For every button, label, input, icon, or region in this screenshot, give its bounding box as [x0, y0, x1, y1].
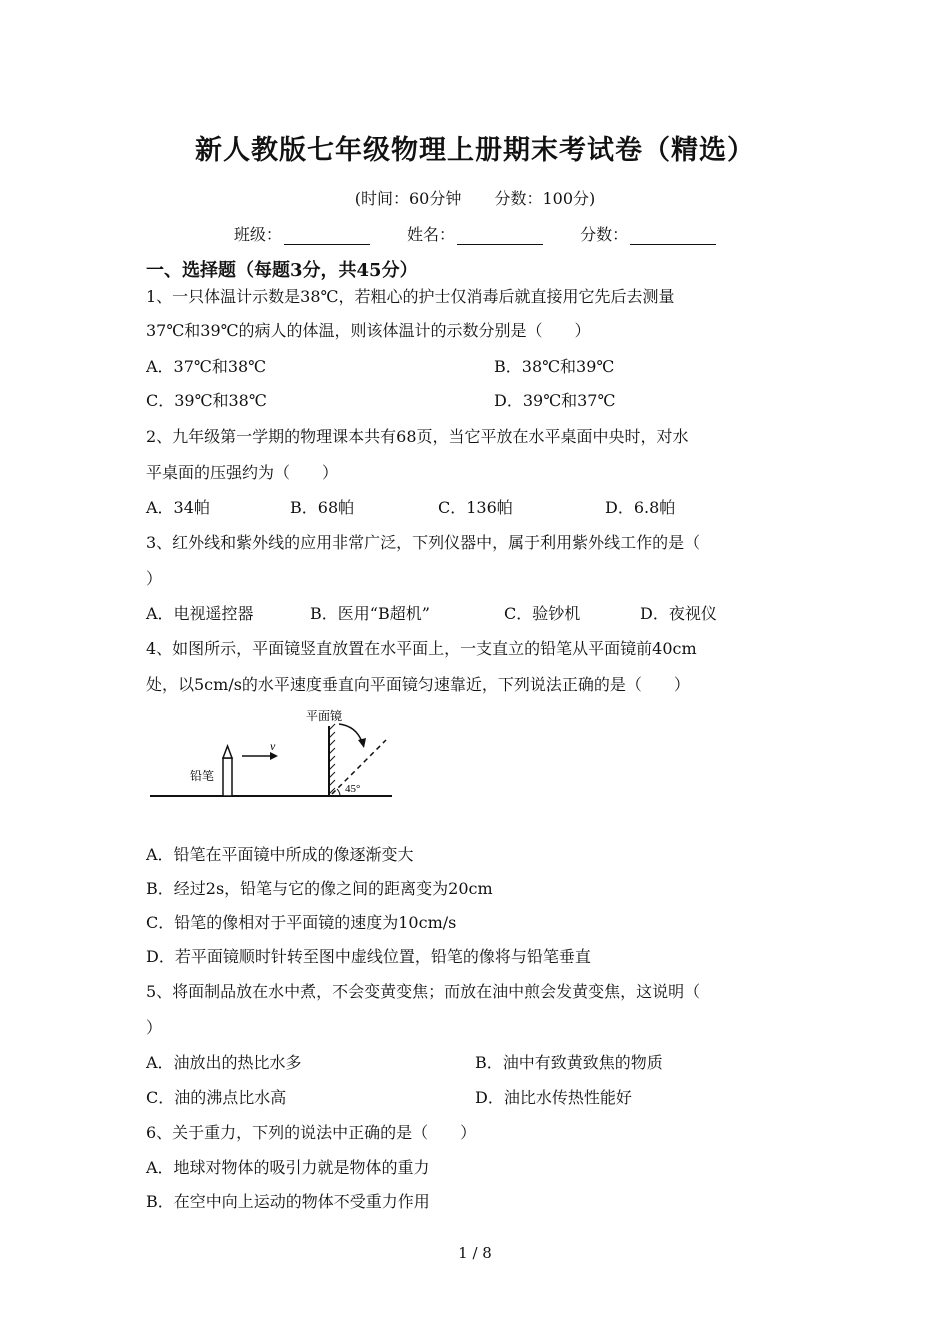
mirror-pencil-figure	[146, 702, 396, 806]
q5-option-b: B．油中有致黄致焦的物质	[475, 1053, 663, 1072]
time-info: (时间：60分钟	[354, 189, 462, 208]
page-title: 新人教版七年级物理上册期末考试卷（精选）	[195, 135, 755, 166]
page-number: 1 / 8	[458, 1244, 492, 1262]
q6-option-b: B．在空中向上运动的物体不受重力作用	[146, 1192, 430, 1211]
q4-option-a: A．铅笔在平面镜中所成的像逐渐变大	[146, 845, 414, 864]
q4-stem-line2: 处，以5cm/s的水平速度垂直向平面镜匀速靠近，下列说法正确的是（ ）	[146, 675, 690, 694]
student-info-line	[0, 222, 950, 245]
q2-option-b: B．68帕	[290, 498, 355, 517]
pencil-icon	[223, 746, 232, 796]
q1-option-c: C．39℃和38℃	[146, 391, 267, 410]
q5-option-a: A．油放出的热比水多	[146, 1053, 302, 1072]
pencil-label: 铅笔	[190, 769, 215, 783]
q6-stem-line1: 6、关于重力，下列的说法中正确的是（ ）	[146, 1123, 477, 1142]
q3-option-b: B．医用“B超机”	[310, 604, 430, 623]
mirror-icon	[329, 724, 335, 796]
q4-option-c: C．铅笔的像相对于平面镜的速度为10cm/s	[146, 913, 457, 932]
angle-arc	[337, 789, 340, 796]
section-heading: 一、选择题（每题3分，共45分）	[146, 260, 418, 281]
q1-option-b: B．38℃和39℃	[494, 357, 615, 376]
q2-stem-line1: 2、九年级第一学期的物理课本共有68页，当它平放在水平桌面中央时，对水	[146, 427, 689, 446]
q2-option-d: D．6.8帕	[605, 498, 676, 517]
name-field: 姓名：	[407, 222, 543, 245]
q5-stem-line1: 5、将面制品放在水中煮，不会变黄变焦；而放在油中煎会发黄变焦，这说明（	[146, 982, 701, 1001]
angle-label: 45°	[345, 783, 361, 795]
mirror-label: 平面镜	[306, 709, 343, 723]
q2-stem-line2: 平桌面的压强约为（ ）	[146, 463, 339, 482]
q3-stem-line1: 3、红外线和紫外线的应用非常广泛，下列仪器中，属于利用紫外线工作的是（	[146, 533, 701, 552]
q2-option-a: A．34帕	[146, 498, 210, 517]
q1-option-a: A．37℃和38℃	[146, 357, 267, 376]
q3-option-a: A．电视遥控器	[146, 604, 254, 623]
q5-stem-line2: ）	[146, 1018, 163, 1037]
velocity-label: v	[270, 739, 276, 753]
q3-option-d: D．夜视仪	[640, 604, 717, 623]
class-field: 班级：	[234, 222, 370, 245]
q2-option-c: C．136帕	[438, 498, 513, 517]
velocity-arrow-icon	[242, 752, 278, 760]
q4-option-d: D．若平面镜顺时针转至图中虚线位置，铅笔的像将与铅笔垂直	[146, 947, 591, 966]
q4-stem-line1: 4、如图所示，平面镜竖直放置在水平面上，一支直立的铅笔从平面镜前40cm	[146, 639, 697, 658]
q1-stem-line2: 37℃和39℃的病人的体温，则该体温计的示数分别是（ ）	[146, 321, 591, 340]
q6-option-a: A．地球对物体的吸引力就是物体的重力	[146, 1158, 430, 1177]
q3-stem-line2: ）	[146, 569, 163, 588]
rotation-arrow-icon	[339, 724, 366, 748]
score-info: 分数：100分)	[494, 189, 596, 208]
q1-stem-line1: 1、一只体温计示数是38℃，若粗心的护士仅消毒后就直接用它先后去测量	[146, 287, 675, 306]
q5-option-c: C．油的沸点比水高	[146, 1088, 287, 1107]
exam-meta	[0, 186, 950, 209]
q3-option-c: C．验钞机	[504, 604, 581, 623]
q5-option-d: D．油比水传热性能好	[475, 1088, 632, 1107]
score-field: 分数：	[580, 222, 716, 245]
q1-option-d: D．39℃和37℃	[494, 391, 616, 410]
name-blank	[457, 228, 543, 245]
score-blank	[630, 228, 716, 245]
q4-option-b: B．经过2s，铅笔与它的像之间的距离变为20cm	[146, 879, 493, 898]
class-blank	[284, 228, 370, 245]
